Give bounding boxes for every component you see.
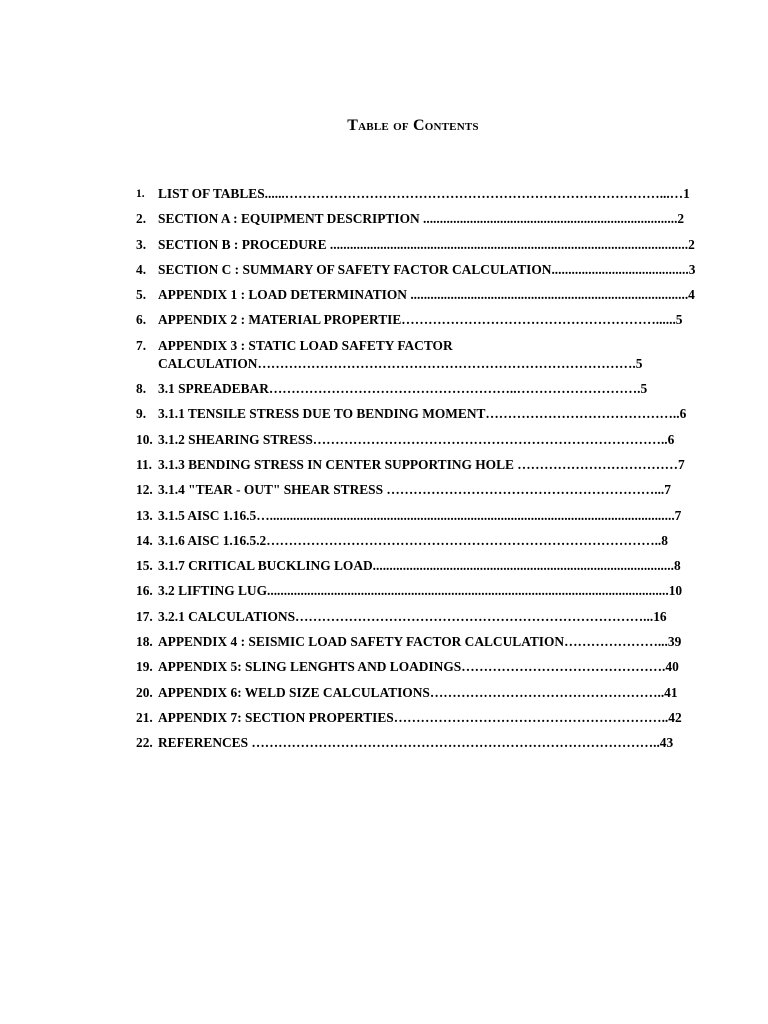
toc-entry: 3.1.7 CRITICAL BUCKLING LOAD..........................................................................................8 [158,558,681,574]
toc-entry: 3.1.5 AISC 1.16.5….........................................................................................................................7 [158,507,682,523]
toc-number: 5. [136,287,147,303]
toc-item-9 [136,405,738,423]
toc-entry: APPENDIX 5: SLING LENGHTS AND LOADINGS……………………………………….40 [158,659,679,675]
toc-item-2 [136,210,738,228]
toc-number: 13. [136,507,153,523]
toc-entry-line: APPENDIX 3 : STATIC LOAD SAFETY FACTOR [158,337,453,353]
toc-item-15 [136,557,738,575]
toc-entry: 3.1 SPREADEBAR………………………………………………..……………………….5 [158,381,648,397]
toc-number: 11. [136,456,152,472]
toc-entry: 3.2 LIFTING LUG........................................................................................................................10 [158,583,683,599]
toc-item-4 [136,261,738,279]
toc-entry: 3.1.6 AISC 1.16.5.2……………………………………………………………………………..8 [158,532,668,548]
toc-item-6 [136,311,738,329]
toc-number: 17. [136,608,153,624]
toc-entry: APPENDIX 2 : MATERIAL PROPERTIE…………………………………………………......5 [158,312,683,328]
toc-item-19 [136,658,738,676]
toc-entry: APPENDIX 1 : LOAD DETERMINATION ...................................................................................4 [158,287,695,303]
toc-entry: 3.1.4 "TEAR - OUT" SHEAR STRESS ……………………………………………………...7 [158,482,671,498]
toc-number: 4. [136,261,147,277]
toc-item-21 [136,709,738,727]
toc-item-17 [136,608,738,626]
toc-item-14 [136,532,738,550]
toc-item-12 [136,481,738,499]
toc-entry [158,337,738,373]
toc-item-1 [136,185,738,203]
toc-item-11 [136,456,738,474]
toc-entry: 3.1.3 BENDING STRESS IN CENTER SUPPORTING HOLE ………………………………7 [158,456,685,472]
toc-item-10 [136,431,738,449]
toc-number: 6. [136,312,147,328]
toc-entry: LIST OF TABLES......…………………………………………………………………………...…1 [158,186,690,201]
toc-item-13 [136,507,738,525]
toc-entry: APPENDIX 7: SECTION PROPERTIES……………………………………………………..42 [158,709,682,725]
toc-entry-line: CALCULATION………………………………………………………………………….5 [158,355,643,371]
toc-number: 7. [136,337,147,353]
toc-number: 8. [136,381,147,397]
toc-number: 9. [136,406,147,422]
toc-number: 20. [136,684,153,700]
toc-entry: SECTION C : SUMMARY OF SAFETY FACTOR CALCULATION.........................................3 [158,261,696,277]
toc-item-8 [136,380,738,398]
page-title: Table of Contents [347,117,479,134]
toc-entry: APPENDIX 6: WELD SIZE CALCULATIONS……………………………………………..41 [158,684,678,700]
toc-number: 1. [136,188,145,200]
toc-entry: 3.2.1 CALCULATIONS……………………………………………………………………...16 [158,608,667,624]
toc-item-5 [136,286,738,304]
toc-entry: SECTION A : EQUIPMENT DESCRIPTION ............................................................................2 [158,211,685,227]
toc-number: 2. [136,211,147,227]
toc-number: 22. [136,735,153,751]
toc-number: 10. [136,431,153,447]
toc-number: 21. [136,709,153,725]
toc-item-22 [136,734,738,752]
toc-number: 15. [136,558,153,574]
toc-item-18 [136,633,738,651]
toc-entry: SECTION B : PROCEDURE ...........................................................................................................2 [158,236,695,252]
toc-item-16 [136,582,738,600]
toc-number: 3. [136,236,147,252]
toc-item-20 [136,684,738,702]
toc-entry: 3.1.1 TENSILE STRESS DUE TO BENDING MOMENT……………………………………..6 [158,406,687,422]
toc-entry: 3.1.2 SHEARING STRESS……………………………………………………………………..6 [158,431,675,447]
toc-number: 19. [136,659,153,675]
toc-item-7 [136,337,738,373]
toc-entry: APPENDIX 4 : SEISMIC LOAD SAFETY FACTOR CALCULATION…………………...39 [158,634,682,650]
toc-number: 12. [136,482,153,498]
toc-entry: REFERENCES ………………………………………………………………………………..43 [158,735,674,751]
toc-number: 18. [136,634,153,650]
toc-item-3 [136,236,738,254]
toc-list [136,185,738,760]
toc-number: 16. [136,583,153,599]
toc-number: 14. [136,532,153,548]
